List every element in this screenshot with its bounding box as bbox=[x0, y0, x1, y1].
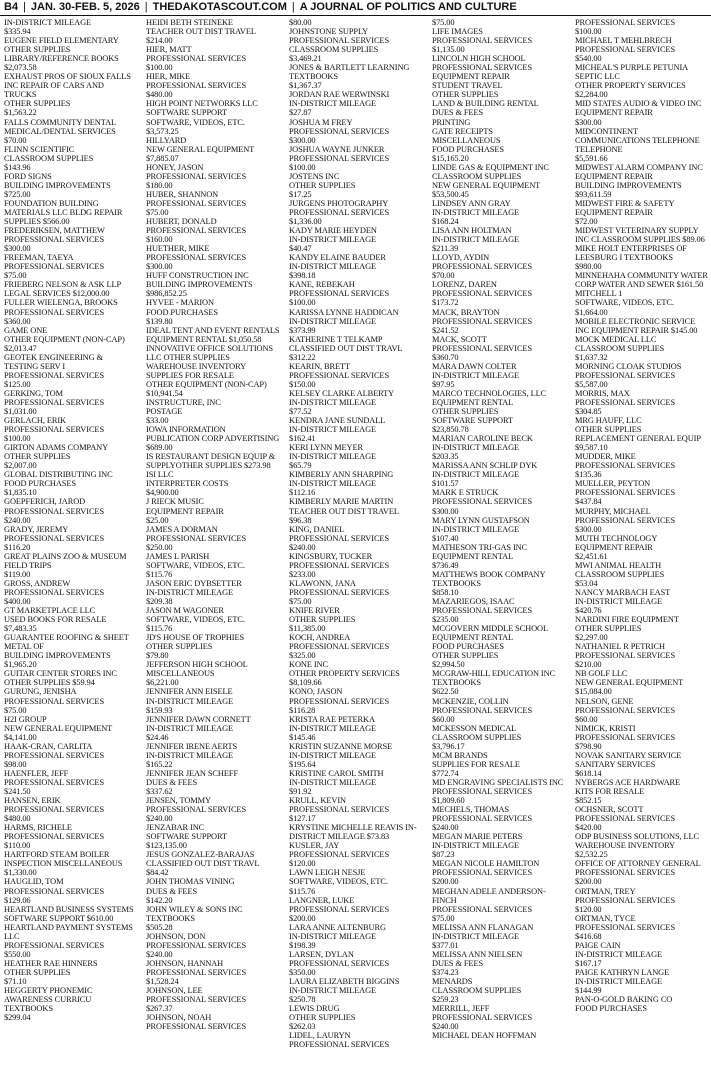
header-separator: | bbox=[291, 1, 295, 13]
header-separator: | bbox=[23, 1, 26, 13]
listing-column-2: HEIDI BETH STEINEKE TEACHER OUT DIST TRAVEL $214.00 HIER, MATT PROFESSIONAL SERVICES $100.00 HIER, MIKE PROFESSIONAL SERVICES $480.00 HIGH POINT NETWORKS LLC SOFTWARE SUPPORT SOFTWARE, VIDEOS, ETC. $3,573.25 HILLYARD NEW GENERAL EQUIPMENT $7,885.07 HONEY, JASON PROFESSIONAL SERVICES $180.00 HUBER, SHANNON PROFESSIONAL SERVICES $75.00 HUBERT, DONALD PROFESSIONAL SERVICES $160.00 HUETHER, MIKE PROFESSIONAL SERVICES $300.00 HUFF CONSTRUCTION INC BUILDING IMPROVEMENTS $986,852.25 HYVEE - MARION FOOD PURCHASES $139.80 IDEAL TENT AND EVENT RENTALS EQUIPMENT RENTAL $1,050.58 INNOVATIVE OFFICE SOLUTIONS LLC OTHER SUPPLIES WAREHOUSE INVENTORY SUPPLIES FOR RESALE OTHER EQUIPMENT (NON-CAP) $10,941.54 INSTRUCTURE, INC POSTAGE $33.00 IOWA INFORMATION PUBLICATION CORP ADVERTISING $689.00 IS RESTAURANT DESIGN EQUIP & SUPPLYOTHER SUPPLIES $273.98 ISI LLC INTERPRETER COSTS $4,900.00 J RIECK MUSIC EQUIPMENT REPAIR $25.00 JAMES A DORMAN PROFESSIONAL SERVICES $250.00 JAMES L PARISH SOFTWARE, VIDEOS, ETC. $115.76 JASON ERIC DYBSETTER IN-DISTRICT MILEAGE $209.38 JASON M WAGONER SOFTWARE, VIDEOS, ETC. $115.76 JD'S HOUSE OF TROPHIES OTHER SUPPLIES $79.80 JEFFERSON HIGH SCHOOL MISCELLANEOUS $6,221.00 JENNIFER ANN EISELE IN-DISTRICT MILEAGE $159.93 JENNIFER DAWN CORNETT IN-DISTRICT MILEAGE $24.46 JENNIFER IRENE AERTS IN-DISTRICT MILEAGE $165.22 JENNIFER JEAN SCHEFF DUES & FEES $337.62 JENSEN, TOMMY PROFESSIONAL SERVICES $240.00 JENZABAR INC SOFTWARE SUPPORT $123,135.00 JESUS GONZALEZ-BARAJAS CLASSIFIED OUT DIST TRAVL $84.42 JOHN THOMAS VINING DUES & FEES $142.20 JOHN WILEY & SONS INC TEXTBOOKS $505.28 JOHNSON, DON PROFESSIONAL SERVICES $240.00 JOHNSON, HANNAH PROFESSIONAL SERVICES $1,528.24 JOHNSON, LEE PROFESSIONAL SERVICES $267.37 JOHNSON, NOAH PROFESSIONAL SERVICES bbox=[146, 18, 280, 1032]
header-rule bbox=[0, 15, 711, 16]
listing-column-4: $75.00 LIFE IMAGES PROFESSIONAL SERVICES $1,135.00 LINCOLN HIGH SCHOOL PROFESSIONAL SERVICES EQUIPMENT REPAIR STUDENT TRAVEL OTHER SUPPLIES LAND & BUILDING RENTAL DUES & FEES PRINTING GATE RECEIPTS MISCELLANEOUS FOOD PURCHASES $15,165.20 LINDE GAS & EQUIPMENT INC CLASSROOM SUPPLIES NEW GENERAL EQUIPMENT $53,500.45 LINDSEY ANN GRAY IN-DISTRICT MILEAGE $168.24 LISA ANN HOLTMAN IN-DISTRICT MILEAGE $211.39 LLOYD, AYDIN PROFESSIONAL SERVICES $70.00 LORENZ, DAREN PROFESSIONAL SERVICES $173.72 MACK, BRAYTON PROFESSIONAL SERVICES $241.52 MACK, SCOTT PROFESSIONAL SERVICES $360.70 MARA DAWN COLTER IN-DISTRICT MILEAGE $97.95 MARCO TECHNOLOGIES, LLC EQUIPMENT RENTAL OTHER SUPPLIES SOFTWARE SUPPORT $23,850.78 MARIAN CAROLINE BECK IN-DISTRICT MILEAGE $203.35 MARISSA ANN SCHLIP DYK IN-DISTRICT MILEAGE $101.57 MARK E STRUCK PROFESSIONAL SERVICES $300.00 MARY LYNN GUSTAFSON IN-DISTRICT MILEAGE $107.40 MATHESON TRI-GAS INC EQUIPMENT RENTAL $736.49 MATTHEWS BOOK COMPANY TEXTBOOKS $858.10 MAZARIEGOS, ISAAC PROFESSIONAL SERVICES $235.00 MCGOVERN MIDDLE SCHOOL EQUIPMENT RENTAL FOOD PURCHASES OTHER SUPPLIES $2,994.50 MCGRAW-HILL EDUCATION INC TEXTBOOKS $622.50 MCKENZIE, COLLIN PROFESSIONAL SERVICES $60.00 MCKESSON MEDICAL CLASSROOM SUPPLIES $3,796.17 MCM BRANDS SUPPLIES FOR RESALE $772.74 MD ENGRAVING SPECIALISTS INC PROFESSIONAL SERVICES $1,809.60 MECHELS, THOMAS PROFESSIONAL SERVICES $240.00 MEGAN MARIE PETERS IN-DISTRICT MILEAGE $87.23 MEGAN NICOLE HAMILTON PROFESSIONAL SERVICES $200.00 MEGHAN ADELE ANDERSON-FINCH PROFESSIONAL SERVICES $75.00 MELISSA ANN FLANAGAN IN-DISTRICT MILEAGE $377.01 MELISSA ANN NIELSEN DUES & FEES $374.23 MENARDS CLASSROOM SUPPLIES $259.23 MERRILL, JEFF PROFESSIONAL SERVICES $240.00 MICHAEL DEAN HOFFMAN bbox=[432, 18, 564, 1041]
header-separator: | bbox=[144, 1, 148, 13]
page-header bbox=[0, 0, 711, 14]
listing-column-5: PROFESSIONAL SERVICES $100.00 MICHAEL T MEHLBRECH PROFESSIONAL SERVICES $540.00 MICHEAL'S PURPLE PETUNIA SEPTIC LLC OTHER PROPERTY SERVICES $2,284.00 MID STATES AUDIO & VIDEO INC EQUIPMENT REPAIR $300.00 MIDCONTINENT COMMUNICATIONS TELEPHONE TELEPHONE $5,591.66 MIDWEST ALARM COMPANY INC EQUIPMENT REPAIR BUILDING IMPROVEMENTS $93,611.59 MIDWEST FIRE & SAFETY EQUIPMENT REPAIR $72.00 MIDWEST VETERINARY SUPPLY INC CLASSROOM SUPPLIES $89.06 MIKE HOLT ENTERPRISES OF LEESBURG I TEXTBOOKS $980.00 MINNEHAHA COMMUNITY WATER CORP WATER AND SEWER $161.50 MITCHELL 1 SOFTWARE, VIDEOS, ETC. $1,664.00 MOBILE ELECTRONIC SERVICE INC EQUIPMENT REPAIR $145.00 MOCK MEDICAL LLC CLASSROOM SUPPLIES $1,637.32 MORNING CLOAK STUDIOS PROFESSIONAL SERVICES $5,587.00 MORRIS, MAX PROFESSIONAL SERVICES $304.85 MRG HAUFF, LLC OTHER SUPPLIES REPLACEMENT GENERAL EQUIP $9,587.10 MUDDER, MIKE PROFESSIONAL SERVICES $135.36 MUELLER, PEYTON PROFESSIONAL SERVICES $437.84 MURPHY, MICHAEL PROFESSIONAL SERVICES $300.00 MUTH TECHNOLOGY EQUIPMENT REPAIR $2,451.61 MWI ANIMAL HEALTH CLASSROOM SUPPLIES $53.04 NANCY MARBACH EAST IN-DISTRICT MILEAGE $420.76 NARDINI FIRE EQUIPMENT OTHER SUPPLIES $2,297.00 NATHANIEL R PETRICH PROFESSIONAL SERVICES $210.00 NB GOLF LLC NEW GENERAL EQUIPMENT $15,084.00 NELSON, GENE PROFESSIONAL SERVICES $60.00 NIMICK, KRISTI PROFESSIONAL SERVICES $798.90 NOVAK SANITARY SERVICE SANITARY SERVICES $618.14 NYBERGS ACE HARDWARE KITS FOR RESALE $852.15 OCHSNER, SCOTT PROFESSIONAL SERVICES $420.00 ODP BUSINESS SOLUTIONS, LLC WAREHOUSE INVENTORY $2,532.25 OFFICE OF ATTORNEY GENERAL PROFESSIONAL SERVICES $200.00 ORTMAN, TREY PROFESSIONAL SERVICES $120.00 ORTMAN, TYCE PROFESSIONAL SERVICES $416.68 PAIGE CAIN IN-DISTRICT MILEAGE $167.17 PAIGE KATHRYN LANGE IN-DISTRICT MILEAGE $144.99 PAN-O-GOLD BAKING CO FOOD PURCHASES bbox=[575, 18, 708, 1014]
site-name: THEDAKOTASCOUT.COM bbox=[152, 1, 287, 13]
listing-column-1: IN-DISTRICT MILEAGE $335.94 EUGENE FIELD ELEMENTARY OTHER SUPPLIES LIBRARY/REFERENCE BOOKS $2,073.58 EXHAUST PROS OF SIOUX FALLS INC REPAIR OF CARS AND TRUCKS OTHER SUPPLIES $1,563.22 FALLS COMMUNITY DENTAL MEDICAL/DENTAL SERVICES $70.00 FLINN SCIENTIFIC CLASSROOM SUPPLIES $143.96 FORD SIGNS BUILDING IMPROVEMENTS $725.00 FOUNDATION BUILDING MATERIALS LLC BLDG REPAIR SUPPLIES $566.00 FREDERIKSEN, MATTHEW PROFESSIONAL SERVICES $300.00 FREEMAN, TAEYA PROFESSIONAL SERVICES $75.00 FRIEBERG NELSON & ASK LLP LEGAL SERVICES $12,000.00 FULLER WIELENGA, BROOKS PROFESSIONAL SERVICES $360.00 GAME ONE OTHER EQUIPMENT (NON-CAP) $2,013.47 GEOTEK ENGINEERING & TESTING SERV I PROFESSIONAL SERVICES $125.00 GERKING, TOM PROFESSIONAL SERVICES $1,031.00 GERLACH, ERIK PROFESSIONAL SERVICES $100.00 GIRTON ADAMS COMPANY OTHER SUPPLIES $2,007.00 GLOBAL DISTRIBUTING INC FOOD PURCHASES $1,835.10 GOEPFERICH, JAROD PROFESSIONAL SERVICES $240.00 GRADY, JEREMY PROFESSIONAL SERVICES $116.20 GREAT PLAINS ZOO & MUSEUM FIELD TRIPS $119.00 GROSS, ANDREW PROFESSIONAL SERVICES $400.00 GT MARKETPLACE LLC USED BOOKS FOR RESALE $7,483.35 GUARANTEE ROOFING & SHEET METAL OF BUILDING IMPROVEMENTS $1,965.20 GUITAR CENTER STORES INC OTHER SUPPLIES $59.94 GURUNG, JENISHA PROFESSIONAL SERVICES $75.00 H2I GROUP NEW GENERAL EQUIPMENT $4,141.00 HAAK-CRAN, CARLITA PROFESSIONAL SERVICES $98.00 HAENFLER, JEFF PROFESSIONAL SERVICES $241.50 HANSEN, ERIK PROFESSIONAL SERVICES $480.00 HARMS, RICHELE PROFESSIONAL SERVICES $110.00 HARTFORD STEAM BOILER INSPECTION MISCELLANEOUS $1,330.00 HAUGLID, TOM PROFESSIONAL SERVICES $129.06 HEARTLAND BUSINESS SYSTEMS SOFTWARE SUPPORT $610.00 HEARTLAND PAYMENT SYSTEMS LLC PROFESSIONAL SERVICES $550.00 HEATHER RAE HINNERS OTHER SUPPLIES $71.10 HEGGERTY PHONEMIC AWARENESS CURRICU TEXTBOOKS $299.04 bbox=[4, 18, 134, 1023]
listing-column-3: $80.00 JOHNSTONE SUPPLY PROFESSIONAL SERVICES CLASSROOM SUPPLIES $3,469.21 JONES & BARTLETT LEARNING TEXTBOOKS $1,367.37 JORDAN RAE WERWINSKI IN-DISTRICT MILEAGE $27.87 JOSHUA M FREY PROFESSIONAL SERVICES $300.00 JOSHUA WAYNE JUNKER PROFESSIONAL SERVICES $100.00 JOSTENS INC OTHER SUPPLIES $17.25 JURGENS PHOTOGRAPHY PROFESSIONAL SERVICES $1,336.00 KADY MARIE HEYDEN IN-DISTRICT MILEAGE $40.47 KANDY ELAINE BAUDER IN-DISTRICT MILEAGE $398.18 KANE, REBEKAH PROFESSIONAL SERVICES $100.00 KARISSA LYNNE HADDICAN IN-DISTRICT MILEAGE $373.99 KATHERINE T TELKAMP CLASSIFIED OUT DIST TRAVL $312.22 KEARIN, BRETT PROFESSIONAL SERVICES $150.00 KELSEY CLARKE ALBERTY IN-DISTRICT MILEAGE $77.52 KENDRA JANE SUNDALL IN-DISTRICT MILEAGE $162.41 KERI LYNN MEYER IN-DISTRICT MILEAGE $65.79 KIMBERLY ANN SHARPING IN-DISTRICT MILEAGE $112.16 KIMBERLY MARIE MARTIN TEACHER OUT DIST TRAVEL $96.38 KING, DANIEL PROFESSIONAL SERVICES $240.00 KINGSBURY, TUCKER PROFESSIONAL SERVICES $233.00 KLAWONN, JANA PROFESSIONAL SERVICES $75.00 KNIFE RIVER OTHER SUPPLIES $11,385.00 KOCH, ANDREA PROFESSIONAL SERVICES $325.00 KONE INC OTHER PROPERTY SERVICES $8,109.66 KONO, JASON PROFESSIONAL SERVICES $116.28 KRISTA RAE PETERKA IN-DISTRICT MILEAGE $145.46 KRISTIN SUZANNE MORSE IN-DISTRICT MILEAGE $195.64 KRISTINE CAROL SMITH IN-DISTRICT MILEAGE $91.92 KRULL, KEVIN PROFESSIONAL SERVICES $127.17 KRYSTINE MICHELLE REAVIS IN-DISTRICT MILEAGE $73.83 KUSLER, JAY PROFESSIONAL SERVICES $120.00 LAWN LEIGH NESJE SOFTWARE, VIDEOS, ETC. $115.76 LANGNER, LUKE PROFESSIONAL SERVICES $200.00 LARA ANNE ALTENBURG IN-DISTRICT MILEAGE $198.39 LARSEN, DYLAN PROFESSIONAL SERVICES $350.00 LAURA ELIZABETH BIGGINS IN-DISTRICT MILEAGE $250.78 LEWIS DRUG OTHER SUPPLIES $262.03 LIDEL, LAURYN PROFESSIONAL SERVICES bbox=[289, 18, 417, 1050]
page-number: B4 bbox=[4, 1, 19, 13]
tagline: A JOURNAL OF POLITICS AND CULTURE bbox=[299, 1, 517, 13]
issue-dates: JAN. 30-FEB. 5, 2026 bbox=[30, 1, 140, 13]
